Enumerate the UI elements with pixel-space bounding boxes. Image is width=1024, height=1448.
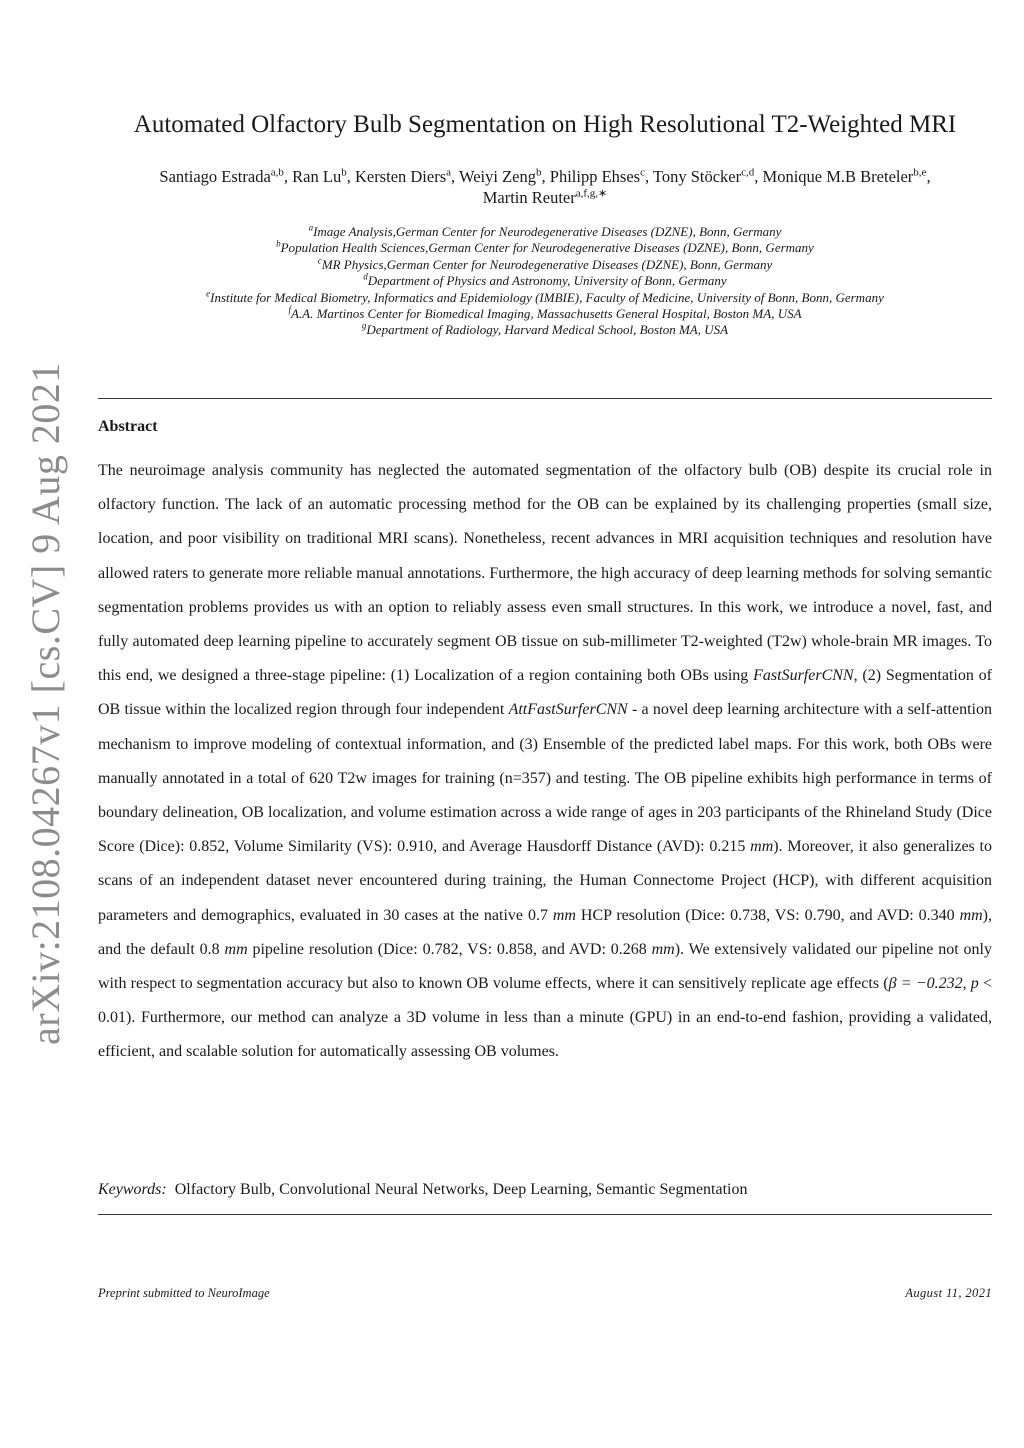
author-name: Ran Lu xyxy=(292,167,342,186)
affiliation-mark: f xyxy=(288,304,291,315)
unit-mm: mm xyxy=(224,940,248,958)
author-affil-mark: a,f,g,∗ xyxy=(575,187,608,200)
unit-mm: mm xyxy=(651,940,675,958)
abstract-text: ). Moreover, it also generalizes to scans of an independent dataset never encountered during training, the Human Connectome Project (HCP), with different acquisition parameters and demographics, evaluated in 30 cases at the native 0.7 xyxy=(98,838,992,924)
author-name: Martin Reuter xyxy=(482,188,576,207)
affiliation-item xyxy=(98,273,992,289)
unit-mm: mm xyxy=(750,838,774,856)
abstract-text: - a novel deep learning architecture with a self-attention mechanism to improve modeling of contextual information, and (3) Ensemble of the predicted label maps. For this work, both OBs were manually annotated in a total of 620 T2w images for training (n=357) and testing. The OB pipeline exhibits high performance in terms of boundary delineation, OB localization, and volume estimation across a wide range of ages in 203 participants of the Rhineland Study (Dice Score (Dice): 0.852, Volume Similarity (VS): 0.910, and Average Hausdorff Distance (AVD): 0.215 xyxy=(98,701,992,856)
affiliation-text: MR Physics,German Center for Neurodegenerative Diseases (DZNE), Bonn, Germany xyxy=(321,256,773,272)
unit-mm: mm xyxy=(959,906,983,924)
footer-date: August 11, 2021 xyxy=(905,1286,992,1300)
affiliation-mark: d xyxy=(363,271,368,282)
affiliation-item xyxy=(98,290,992,306)
author-affil-mark: a,b xyxy=(270,166,284,179)
author-affil-mark: c xyxy=(640,166,645,179)
affiliation-text: Department of Radiology, Harvard Medical School, Boston MA, USA xyxy=(366,322,729,338)
stat-beta: β = −0.232, xyxy=(888,975,971,993)
network-name: FastSurferCNN xyxy=(753,667,854,685)
footer-submission-note: Preprint submitted to NeuroImage xyxy=(98,1286,270,1300)
affiliation-mark: b xyxy=(276,239,281,250)
affiliation-list xyxy=(98,224,992,339)
author-name: Tony Stöcker xyxy=(652,167,742,186)
author-separator: , xyxy=(451,167,459,186)
author-separator: , xyxy=(644,167,653,186)
author-name: Kersten Diers xyxy=(354,167,447,186)
affiliation-text: Image Analysis,German Center for Neurodegenerative Diseases (DZNE), Bonn, Germany xyxy=(313,224,782,239)
abstract-heading: Abstract xyxy=(98,418,158,435)
keywords xyxy=(98,1179,992,1201)
unit-mm: mm xyxy=(552,906,576,924)
keywords-text: Olfactory Bulb, Convolutional Neural Networks, Deep Learning, Semantic Segmentation xyxy=(174,1181,748,1198)
author-affil-mark: b xyxy=(341,166,347,179)
author-affil-mark: b xyxy=(536,166,542,179)
author-separator: , xyxy=(346,167,355,186)
abstract-text: The neuroimage analysis community has neglected the automated segmentation of the olfactory bulb (OB) despite its crucial role in olfactory function. The lack of an automatic processing method for the OB can be explained by its challenging properties (small size, location, and poor visibility on traditional MRI scans). Nonetheless, recent advances in MRI acquisition techniques and resolution have allowed raters to generate more reliable manual annotations. Furthermore, the high accuracy of deep learning methods for solving semantic segmentation problems provides us with an option to reliably assess even small structures. In this work, we introduce a novel, fast, and fully automated deep learning pipeline to accurately segment OB tissue on sub-millimeter T2-weighted (T2w) whole-brain MR images. To this end, we designed a three-stage pipeline: (1) Localization of a region containing both OBs using xyxy=(98,462,992,685)
affiliation-item xyxy=(98,306,992,322)
abstract-text: , (2) Segmentation of OB tissue within the localized region through four independent xyxy=(98,667,993,719)
abstract-text: ), and the default 0.8 xyxy=(98,906,992,958)
abstract-text: pipeline resolution (Dice: 0.782, VS: 0.858, and AVD: 0.268 xyxy=(247,940,652,958)
abstract-body xyxy=(98,454,992,1070)
author-separator: , xyxy=(541,167,550,186)
affiliation-mark: a xyxy=(308,222,314,233)
author-affil-mark: c,d xyxy=(741,166,755,179)
arxiv-identifier: arXiv:2108.04267v1 [cs.CV] 9 Aug 2021 xyxy=(23,362,68,1045)
affiliation-mark: g xyxy=(361,321,367,332)
affiliation-item xyxy=(98,322,992,338)
author-separator: , xyxy=(926,167,931,186)
keywords-label: Keywords: xyxy=(98,1181,167,1198)
author-name: Philipp Ehses xyxy=(549,167,641,186)
abstract-top-rule xyxy=(98,398,992,399)
affiliation-mark: e xyxy=(206,288,211,299)
affiliation-text: Department of Physics and Astronomy, University of Bonn, Germany xyxy=(367,273,727,289)
abstract-bottom-rule xyxy=(98,1214,992,1215)
affiliation-text: Institute for Medical Biometry, Informatics and Epidemiology (IMBIE), Faculty of Medicine, University of Bonn, Bonn, Germany xyxy=(210,289,884,305)
affiliation-mark: c xyxy=(317,255,322,266)
affiliation-item xyxy=(98,257,992,273)
affiliation-item xyxy=(98,240,992,256)
abstract-text: ). We extensively validated our pipeline not only with respect to segmentation accuracy but also to known OB volume effects, where it can sensitively replicate age effects ( xyxy=(98,940,992,993)
author-name: Monique M.B Breteler xyxy=(762,167,914,186)
abstract-text: < 0.01). Furthermore, our method can analyze a 3D volume in less than a minute (GPU) in an end-to-end fashion, providing a validated, efficient, and scalable solution for automatically assessing OB volumes. xyxy=(98,975,993,1061)
author-separator: , xyxy=(283,167,293,186)
affiliation-item xyxy=(98,224,992,240)
affiliation-text: A.A. Martinos Center for Biomedical Imaging, Massachusetts General Hospital, Boston MA, USA xyxy=(290,306,802,322)
author-affil-mark: b,e xyxy=(913,166,927,179)
author-name: Weiyi Zeng xyxy=(458,167,537,186)
paper-title: Automated Olfactory Bulb Segmentation on High Resolutional T2-Weighted MRI xyxy=(133,111,957,138)
author-list xyxy=(98,166,992,208)
affiliation-text: Population Health Sciences,German Center for Neurodegenerative Diseases (DZNE), Bonn, Germany xyxy=(280,240,814,256)
author-separator: , xyxy=(754,167,763,186)
author-affil-mark: a xyxy=(446,166,452,179)
stat-p: p xyxy=(970,975,979,993)
author-name: Santiago Estrada xyxy=(159,167,271,186)
abstract-text: HCP resolution (Dice: 0.738, VS: 0.790, and AVD: 0.340 xyxy=(575,906,960,924)
network-name: AttFastSurferCNN xyxy=(508,701,628,719)
